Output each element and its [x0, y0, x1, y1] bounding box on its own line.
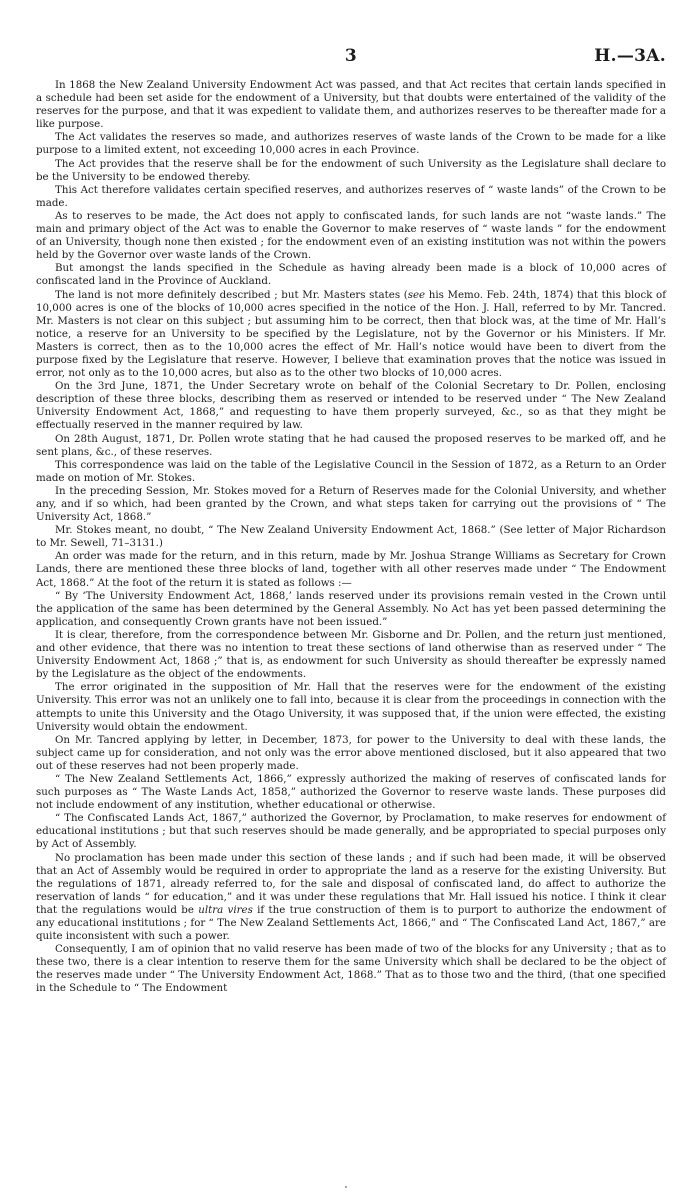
paragraph: On the 3rd June, 1871, the Under Secretary wrote on behalf of the Colonial Secretary to Dr. Pollen, enclosing description of these three blocks, describing them as reserved or intended to be reserved under “ The New Zealand University Endowment Act, 1868,” and requesting to have them properly surveyed, &c., so as that they might be effectually reserved in the manner required by law. — [36, 380, 666, 432]
document-page — [36, 46, 666, 996]
paragraph: It is clear, therefore, from the correspondence between Mr. Gisborne and Dr. Pollen, and the return just mentioned, and other evidence, that there was no intention to treat these sections of land otherwise than as reserved under “ The University Endowment Act, 1868 ;” that is, as endowment for such University as should thereafter be expressly named by the Legislature as the object of the endowments. — [36, 628, 666, 681]
page-mark — [345, 1186, 347, 1188]
paragraph: No proclamation has been made under this section of these lands ; and if such had been made, it will be observed that an Act of Assembly would be required in order to appropriate the land as a reserve for the existing University. But the regulations of 1871, already referred to, for the sale and disposal of confiscated land, do affect to authorize the reservation of lands “ for education,” and it was under these regulations that Mr. Hall issued his notice. I think it clear that the regulations would be ultra vires if the true construction of them is to purport to authorize the endowment of any educational institutions ; for “ The New Zealand Settlements Act, 1866,” and “ The Confiscated Land Act, 1867,” are quite inconsistent with such a power. — [36, 851, 666, 943]
document-body — [36, 79, 666, 996]
paragraph: In 1868 the New Zealand University Endowment Act was passed, and that Act recites that certain lands specified in a schedule had been set aside for the endowment of a University, but that doubts were entertained of the validity of the reserves for the purpose, and that it was expedient to validate them, and authorizes reserves to be thereafter made for a like purpose. — [36, 79, 666, 131]
paragraph: As to reserves to be made, the Act does not apply to confiscated lands, for such lands are not “waste lands.” The main and primary object of the Act was to enable the Governor to make reserves of “ waste lands ” for the endowment of an University, though none then existed ; for the endowment even of an existing institution was not within the powers held by the Governor over waste lands of the Crown. — [36, 209, 666, 262]
paragraph: Mr. Stokes meant, no doubt, “ The New Zealand University Endowment Act, 1868.” (See letter of Major Richardson to Mr. Sewell, 71–3131.) — [36, 524, 666, 550]
paragraph: The error originated in the supposition of Mr. Hall that the reserves were for the endowment of the existing University. This error was not an unlikely one to fall into, because it is clear from the proceedings in connection with the attempts to unite this University and the Otago University, it was supposed that, if the union were effected, the existing University would obtain the endowment. — [36, 681, 666, 733]
paragraph: In the preceding Session, Mr. Stokes moved for a Return of Reserves made for the Colonial University, and whether any, and if so which, had been granted by the Crown, and what steps taken for carrying out the provisions of “ The University Act, 1868.” — [36, 484, 666, 524]
paragraph: The Act validates the reserves so made, and authorizes reserves of waste lands of the Crown to be made for a like purpose to a limited extent, not exceeding 10,000 acres in each Province. — [36, 131, 666, 157]
page-number: 3 — [344, 46, 358, 66]
paragraph: “ The New Zealand Settlements Act, 1866,” expressly authorized the making of reserves of confiscated lands for such purposes as “ The Waste Lands Act, 1858,” authorized the Governor to reserve waste lands. These purposes did not include endowment of any institution, whether educational or otherwise. — [36, 772, 666, 812]
paragraph: Consequently, I am of opinion that no valid reserve has been made of two of the blocks for any University ; that as to these two, there is a clear intention to reserve them for the same University which shall be declared to be the object of the reserves made under “ The University Endowment Act, 1868.” That as to those two and the third, (that one specified in the Schedule to “ The Endowment — [36, 943, 666, 995]
paragraph: An order was made for the return, and in this return, made by Mr. Joshua Strange Williams as Secretary for Crown Lands, there are mentioned these three blocks of land, together with all other reserves made under “ The Endowment Act, 1868.” At the foot of the return it is stated as follows :— — [36, 550, 666, 589]
paragraph: The Act provides that the reserve shall be for the endowment of such University as the Legislature shall declare to be the University to be endowed thereby. — [36, 157, 666, 183]
paragraph: “ The Confiscated Lands Act, 1867,” authorized the Governor, by Proclamation, to make reserves for endowment of educational institutions ; but that such reserves should be made generally, and be appropriated to special purposes only by Act of Assembly. — [36, 812, 666, 851]
paragraph: On Mr. Tancred applying by letter, in December, 1873, for power to the University to deal with these lands, the subject came up for consideration, and not only was the error above mentioned disclosed, but it also appeared that two out of these reserves had not been properly made. — [36, 733, 666, 772]
paragraph: The land is not more definitely described ; but Mr. Masters states (see his Memo. Feb. 24th, 1874) that this block of 10,000 acres is one of the blocks of 10,000 acres specified in the notice of the Hon. J. Hall, referred to by Mr. Tancred. Mr. Masters is not clear on this subject ; but assuming him to be correct, then that block was, at the time of Mr. Hall’s notice, a reserve for an University to be specified by the Legislature, not by the Governor or his Ministers. If Mr. Masters is correct, then as to the 10,000 acres the effect of Mr. Hall’s notice would have been to divert from the purpose fixed by the Legislature that reserve. However, I believe that examination proves that the notice was issued in error, not only as to the 10,000 acres, but also as to the other two blocks of 10,000 acres. — [36, 288, 666, 380]
document-reference: H.—3A. — [594, 46, 666, 66]
quoted-paragraph: “ By ‘The University Endowment Act, 1868,’ lands reserved under its provisions remain vested in the Crown until the application of the same has been determined by the General Assembly. No Act has yet been passed determining the application, and consequently Crown grants have not been issued.” — [36, 589, 666, 628]
paragraph: But amongst the lands specified in the Schedule as having already been made is a block of 10,000 acres of confiscated land in the Province of Auckland. — [36, 262, 666, 288]
paragraph: On 28th August, 1871, Dr. Pollen wrote stating that he had caused the proposed reserves to be marked off, and he sent plans, &c., of these reserves. — [36, 432, 666, 458]
page-header — [36, 46, 666, 72]
paragraph: This Act therefore validates certain specified reserves, and authorizes reserves of “ waste lands” of the Crown to be made. — [36, 183, 666, 209]
paragraph: This correspondence was laid on the table of the Legislative Council in the Session of 1872, as a Return to an Order made on motion of Mr. Stokes. — [36, 458, 666, 484]
